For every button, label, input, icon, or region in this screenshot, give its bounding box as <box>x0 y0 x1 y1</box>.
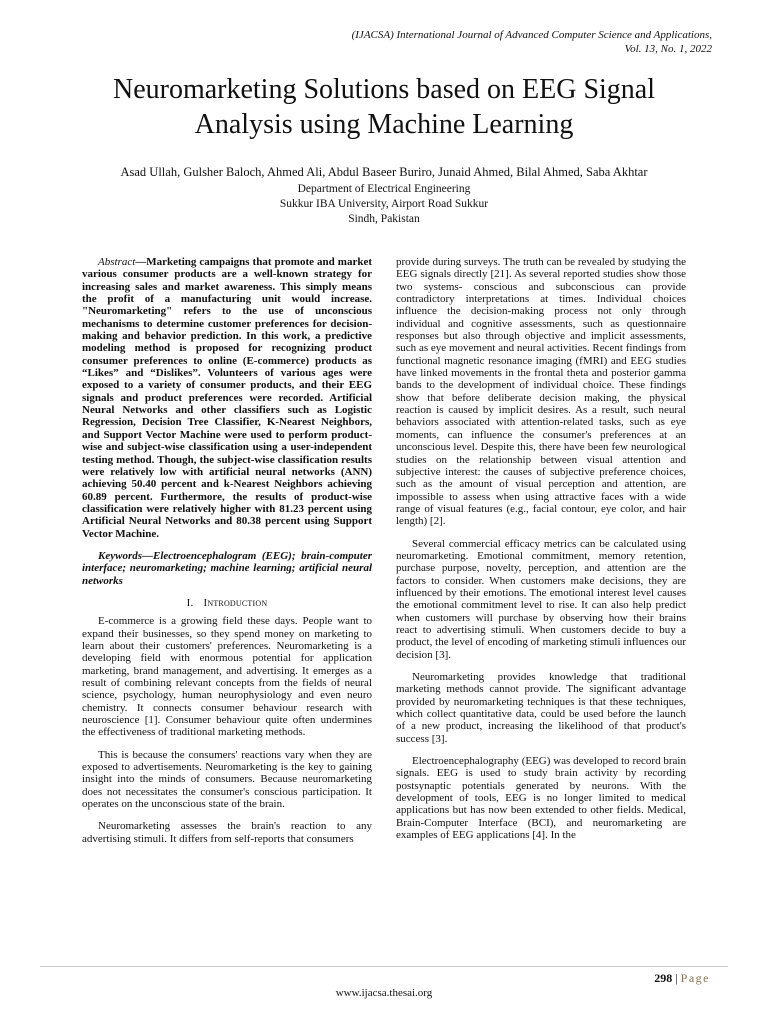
page-number-value: 298 <box>654 971 673 985</box>
journal-header-line1: (IJACSA) International Journal of Advanced Computer Science and Applications, <box>351 29 712 41</box>
keywords <box>82 550 372 587</box>
abstract <box>82 256 372 540</box>
affiliation-university: Sukkur IBA University, Airport Road Sukkur <box>279 198 489 210</box>
page-number <box>654 971 710 986</box>
abstract-dash: — <box>135 256 147 268</box>
author-list: Asad Ullah, Gulsher Baloch, Ahmed Ali, Abdul Baseer Buriro, Junaid Ahmed, Bilal Ahmed, Saba Akhtar <box>120 165 648 179</box>
body-paragraph: Several commercial efficacy metrics can be calculated using neuromarketing. Emotional commitment, memory retention, purchase purpose, novelty, perception, and attention are the factors to consider. When customers make decisions, they are influenced by their emotions. The emotional interest level causes the emotional commitment level to rise. It can also help predict when customers will purchase by observing how their brains react to advertising stimuli. When customers decide to buy a product, the level of encoding of marketing stimuli influences our decision [3]. <box>396 537 686 661</box>
journal-url[interactable]: www.ijacsa.thesai.org <box>335 987 433 999</box>
left-column <box>82 256 372 855</box>
section-number: I. <box>186 596 194 609</box>
keywords-dash: — <box>142 549 153 562</box>
right-column <box>396 256 686 851</box>
title-line2: Analysis using Machine Learning <box>194 109 574 140</box>
abstract-text: Marketing campaigns that promote and market various consumer products are a well-known strategy for increasing sales and market awareness. This simply means the profit of a manufacturing unit would increase. "Neuromarketing" refers to the use of unconscious mechanisms to determine customer preferences for decision-making and behavior prediction. In this work, a predictive modeling method is proposed for recognizing product consumer preferences to online (E-commerce) products as “Likes” and “Dislikes”. Volunteers of various ages were exposed to a variety of consumer products, and their EEG signals and product preferences were recorded. Artificial Neural Networks and other classifiers such as Logistic Regression, Decision Tree Classifier, K-Nearest Neighbors, and Support Vector Machine were used to perform product-wise and subject-wise classification using a user-independent testing method. Though, the subject-wise classification results were relatively low with artificial neural networks (ANN) achieving 50.40 percent and k-Nearest Neighbors achieving 60.89 percent. Furthermore, the results of product-wise classification were relatively higher with 81.23 percent using Artificial Neural Networks and 80.38 percent using Support Vector Machine. <box>82 256 372 540</box>
abstract-label: Abstract <box>98 256 136 268</box>
body-paragraph: Neuromarketing provides knowledge that traditional marketing methods cannot provide. The significant advantage provided by neuromarketing techniques is that these techniques, which collect quantitative data, could be used before the launch of a new product, increasing the likelihood of that product's success [3]. <box>396 671 686 745</box>
affiliation-department: Department of Electrical Engineering <box>297 183 471 195</box>
body-paragraph: Electroencephalography (EEG) was developed to record brain signals. EEG is used to study brain activity by recording postsynaptic potentials generated by neurons. With the development of tools, EEG is no longer limited to medical applications but has now been extended to other fields. Medical, Brain-Computer Interface (BCI), and neuromarketing are examples of EEG applications [4]. In the <box>396 755 686 842</box>
paper-title <box>40 72 728 142</box>
title-line1: Neuromarketing Solutions based on EEG Signal <box>112 74 656 105</box>
body-paragraph: This is because the consumers' reactions vary when they are exposed to advertisements. Neuromarketing is the key to gaining insight into the minds of consumers. Because neuromarketing does not necessitates the consumer's conscious participation. It operates on the unconscious state of the brain. <box>82 748 372 811</box>
body-paragraph: Neuromarketing assesses the brain's reaction to any advertising stimuli. It differs from self-reports that consumers <box>82 820 372 845</box>
body-paragraph: E-commerce is a growing field these days. People want to expand their businesses, so they spend money on marketing to learn about their customers' preferences. Neuromarketing is a developing field with enormous potential for application marketing, brand management, and advertising. It emerges as a result of combining relevant concepts from the fields of neural science, psychology, human neurophysiology and even neuro chemistry. It connects consumer behaviour research with neuroscience [1]. Consumer behaviour quite often undermines the effectiveness of traditional marketing methods. <box>82 615 372 739</box>
journal-header <box>292 28 712 56</box>
footer-divider <box>40 966 728 967</box>
section-title: Introduction <box>203 596 268 609</box>
page-number-separator: | <box>675 971 678 985</box>
keywords-label: Keywords <box>98 549 142 562</box>
body-paragraph: provide during surveys. The truth can be revealed by studying the EEG signals directly [21]. As several reported studies show those two systems- conscious and subconscious can provide contradictory interpretations at times. Individual choices influence the decision-making process not only through individual and cognitive assessments, such as questionnaire responses but also through objective and implicit assessments, such as eye movement and neural activities. Recent findings from functional magnetic resonance imaging (fMRI) and EEG studies have linked movements in the frontal theta and posterior gamma bands to the development of individual choice. These findings show that before deliberate decision making, the physical reaction is caused by implicit desires. As a result, such neural behaviors associated with attention-related tasks, such as eye moments, can influence the consumer's preferences at an unconscious level. Despite this, there have been few neurological studies on the relationship between visual attention and subjective interest: the causes of subjective preference choices, such as the amount of visual perception and attention, are impossible to assess when using attractive faces with a wide range of visual features (e.g., facial contour, eye color, and hair length) [2]. <box>396 256 686 528</box>
section-heading-introduction <box>82 597 372 609</box>
journal-header-line2: Vol. 13, No. 1, 2022 <box>624 43 712 55</box>
page-label: Page <box>680 971 710 985</box>
keywords-text: Electroencephalogram (EEG); brain-computer interface; neuromarketing; machine learning; artificial neural networks <box>82 549 372 587</box>
affiliation-location: Sindh, Pakistan <box>348 213 420 225</box>
affiliation <box>40 182 728 227</box>
